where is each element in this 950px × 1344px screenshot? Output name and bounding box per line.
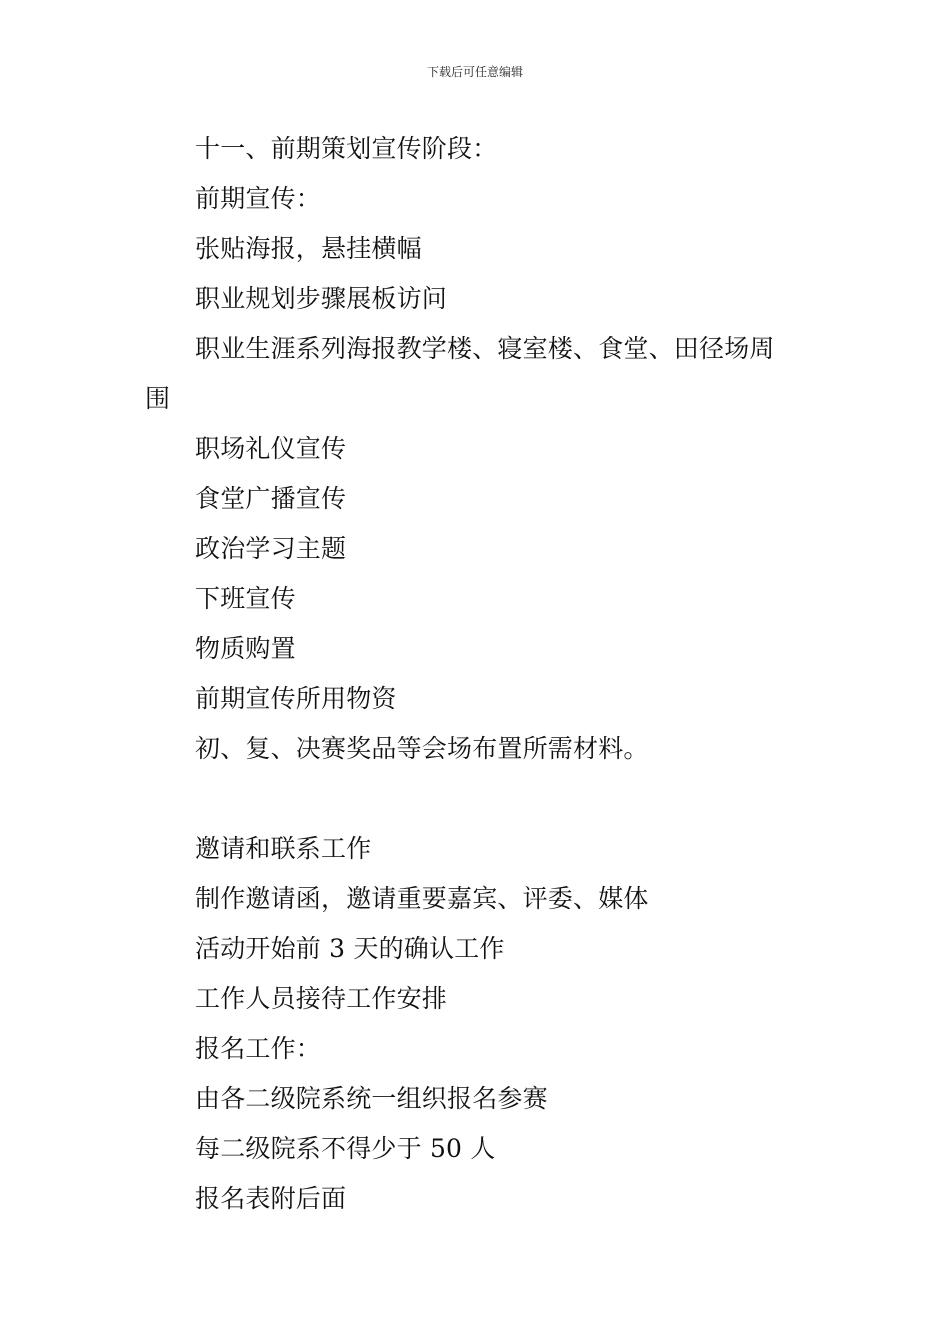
section-heading: 十一、前期策划宣传阶段： bbox=[195, 134, 498, 163]
paragraph-line: 工作人员接待工作安排 bbox=[195, 984, 448, 1013]
paragraph-line: 政治学习主题 bbox=[195, 534, 347, 563]
blank-line bbox=[145, 774, 825, 824]
paragraph-line: 由各二级院系统一组织报名参赛 bbox=[195, 1084, 548, 1113]
paragraph-line: 制作邀请函，邀请重要嘉宾、评委、媒体 bbox=[195, 884, 649, 913]
paragraph-line: 食堂广播宣传 bbox=[195, 484, 347, 513]
paragraph-line: 报名工作： bbox=[195, 1034, 322, 1063]
paragraph-line: 报名表附后面 bbox=[195, 1184, 347, 1213]
document-body bbox=[145, 124, 825, 1224]
page-header-note: 下载后可任意编辑 bbox=[426, 65, 523, 79]
paragraph-line: 物质购置 bbox=[195, 634, 296, 663]
paragraph-line: 职业生涯系列海报教学楼、寝室楼、食堂、田径场周 bbox=[195, 334, 775, 363]
paragraph-line: 初、复、决赛奖品等会场布置所需材料。 bbox=[195, 734, 649, 763]
paragraph-line: 职业规划步骤展板访问 bbox=[195, 284, 448, 313]
paragraph-line-wrap: 围 bbox=[145, 384, 171, 413]
paragraph-line: 下班宣传 bbox=[195, 584, 296, 613]
paragraph-line: 职场礼仪宣传 bbox=[195, 434, 347, 463]
paragraph-line: 每二级院系不得少于 50 人 bbox=[195, 1134, 496, 1163]
paragraph-line: 活动开始前 3 天的确认工作 bbox=[195, 934, 505, 963]
paragraph-line: 张贴海报，悬挂横幅 bbox=[195, 234, 422, 263]
paragraph-line: 邀请和联系工作 bbox=[195, 834, 372, 863]
paragraph-line: 前期宣传所用物资 bbox=[195, 684, 397, 713]
paragraph-line: 前期宣传： bbox=[195, 184, 322, 213]
